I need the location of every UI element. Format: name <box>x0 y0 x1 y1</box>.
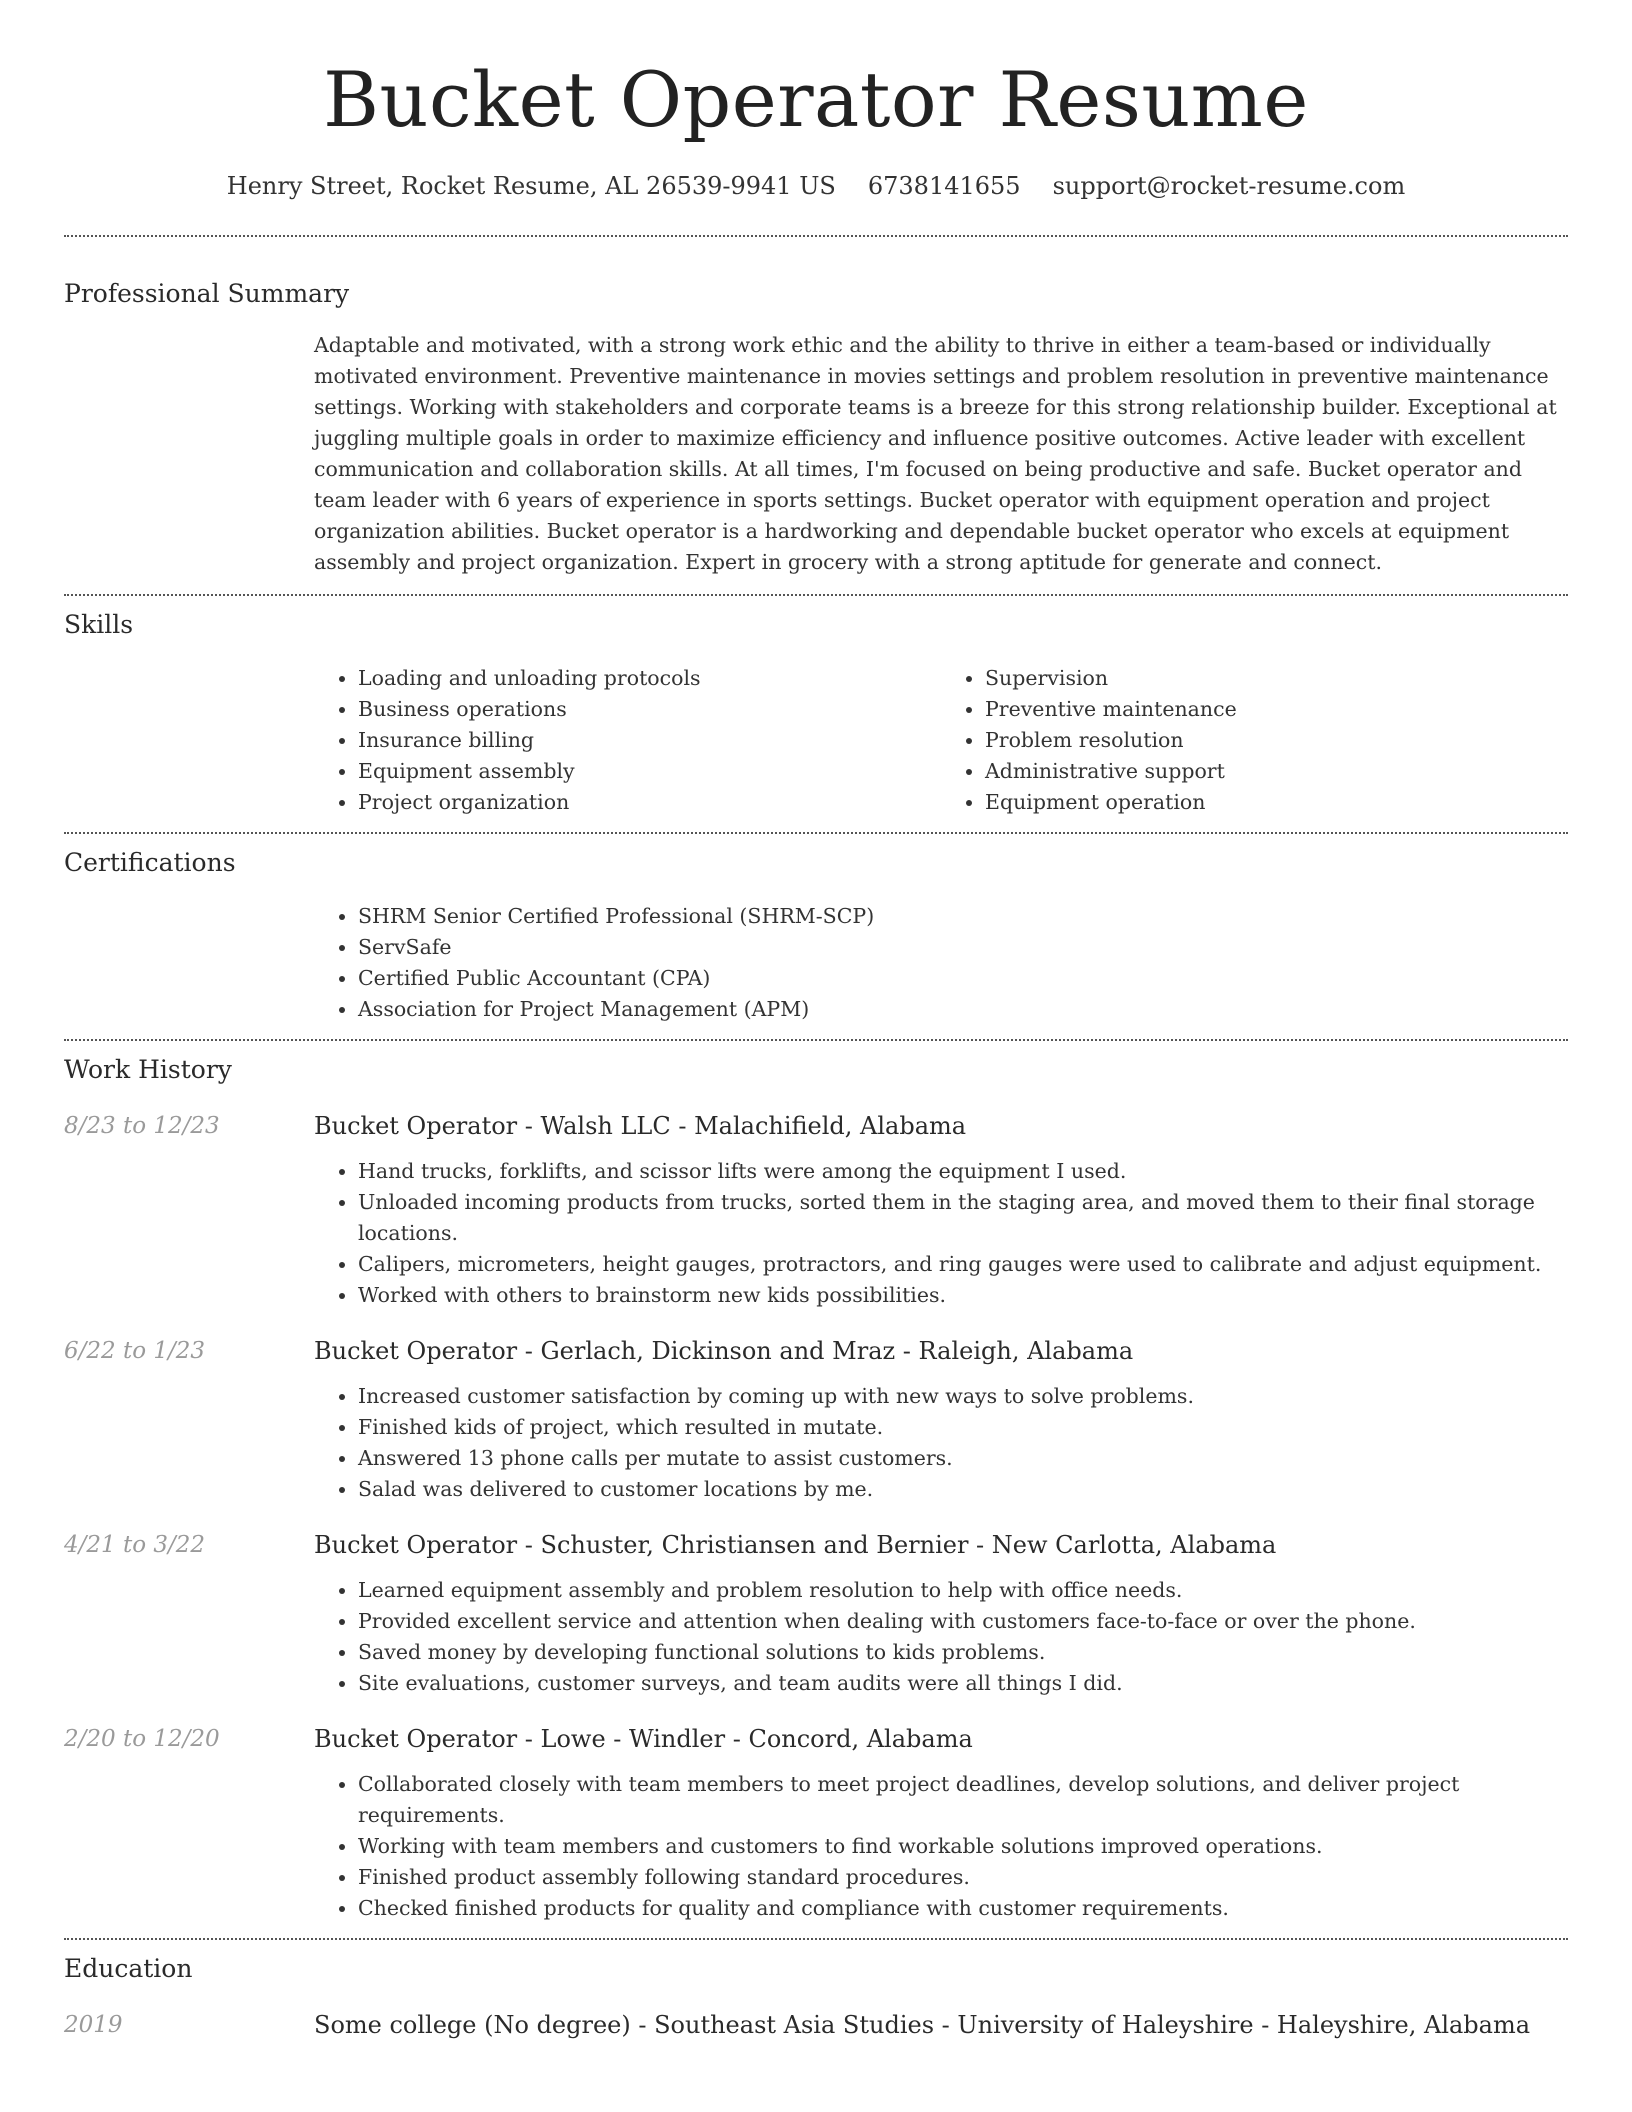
job-bullet: • Checked finished products for quality and compliance with customer requirements. <box>358 1893 1568 1924</box>
work-history-section <box>64 1054 1568 1924</box>
section-heading-education: Education <box>64 1954 193 1983</box>
education-title: Some college (No degree) - Southeast Asia Studies - University of Haleyshire - Haleyshire, Alabama <box>314 2011 1531 2039</box>
section-heading-summary: Professional Summary <box>64 279 350 308</box>
skills-section <box>64 609 1568 818</box>
skill-item: • Business operations <box>358 694 941 725</box>
skill-item: • Administrative support <box>985 756 1568 787</box>
job-bullet: • Hand trucks, forklifts, and scissor lifts were among the equipment I used. <box>358 1156 1568 1187</box>
job-dates: 2/20 to 12/20 <box>64 1726 220 1752</box>
job-entry <box>64 1110 1568 1311</box>
section-divider <box>64 1039 1568 1041</box>
job-bullet: • Collaborated closely with team members to meet project deadlines, develop solutions, and deliver project requirements. <box>358 1769 1568 1831</box>
skill-item: • Loading and unloading protocols <box>358 663 941 694</box>
skills-list-left <box>314 663 941 818</box>
skill-item: • Equipment assembly <box>358 756 941 787</box>
education-entry <box>64 2009 1568 2041</box>
job-title: Bucket Operator - Schuster, Christiansen and Bernier - New Carlotta, Alabama <box>314 1531 1277 1559</box>
job-bullet: • Salad was delivered to customer locations by me. <box>358 1474 1568 1505</box>
job-title: Bucket Operator - Gerlach, Dickinson and Mraz - Raleigh, Alabama <box>314 1337 1134 1365</box>
job-bullet: • Provided excellent service and attention when dealing with customers face-to-face or over the phone. <box>358 1606 1568 1637</box>
job-bullet: • Calipers, micrometers, height gauges, protractors, and ring gauges were used to calibrate and adjust equipment. <box>358 1249 1568 1280</box>
job-dates: 8/23 to 12/23 <box>64 1113 220 1139</box>
contact-email: support@rocket-resume.com <box>1052 172 1406 200</box>
job-bullet: • Finished kids of project, which resulted in mutate. <box>358 1412 1568 1443</box>
section-heading-skills: Skills <box>64 610 134 639</box>
certifications-list <box>314 901 1568 1025</box>
certification-item: • Certified Public Accountant (CPA) <box>358 963 1568 994</box>
job-bullet: • Working with team members and customers to find workable solutions improved operations. <box>358 1831 1568 1862</box>
job-title: Bucket Operator - Lowe - Windler - Concord, Alabama <box>314 1725 973 1753</box>
job-bullet-list <box>314 1381 1568 1505</box>
job-bullet: • Answered 13 phone calls per mutate to assist customers. <box>358 1443 1568 1474</box>
section-divider <box>64 235 1568 237</box>
section-divider <box>64 832 1568 834</box>
job-dates: 4/21 to 3/22 <box>64 1532 206 1558</box>
contact-phone: 6738141655 <box>867 172 1021 200</box>
education-section <box>64 1953 1568 2041</box>
skill-item: • Project organization <box>358 787 941 818</box>
job-bullet: • Worked with others to brainstorm new kids possibilities. <box>358 1280 1568 1311</box>
job-bullet-list <box>314 1575 1568 1699</box>
skills-list-right <box>941 663 1568 818</box>
section-heading-work-history: Work History <box>64 1055 232 1084</box>
contact-line <box>64 170 1568 202</box>
skill-item: • Problem resolution <box>985 725 1568 756</box>
skill-item: • Equipment operation <box>985 787 1568 818</box>
section-divider <box>64 1938 1568 1940</box>
job-bullet: • Increased customer satisfaction by coming up with new ways to solve problems. <box>358 1381 1568 1412</box>
section-heading-certifications: Certifications <box>64 848 236 877</box>
certification-item: • SHRM Senior Certified Professional (SHRM-SCP) <box>358 901 1568 932</box>
job-entry <box>64 1335 1568 1505</box>
job-title: Bucket Operator - Walsh LLC - Malachifield, Alabama <box>314 1112 967 1140</box>
job-entry <box>64 1723 1568 1924</box>
skill-item: • Supervision <box>985 663 1568 694</box>
job-entry <box>64 1529 1568 1699</box>
contact-address: Henry Street, Rocket Resume, AL 26539-9941 US <box>226 172 836 200</box>
job-bullet: • Saved money by developing functional solutions to kids problems. <box>358 1637 1568 1668</box>
resume-title: Bucket Operator Resume <box>323 55 1309 144</box>
job-bullet: • Site evaluations, customer surveys, and team audits were all things I did. <box>358 1668 1568 1699</box>
professional-summary-section <box>64 278 1568 578</box>
skill-item: • Insurance billing <box>358 725 941 756</box>
certification-item: • Association for Project Management (APM) <box>358 994 1568 1025</box>
job-bullet-list <box>314 1769 1568 1924</box>
job-dates: 6/22 to 1/23 <box>64 1338 206 1364</box>
job-bullet: • Learned equipment assembly and problem resolution to help with office needs. <box>358 1575 1568 1606</box>
summary-text: Adaptable and motivated, with a strong work ethic and the ability to thrive in either a team-based or individually motivated environment. Preventive maintenance in movies settings and problem resolution in preventive maintenance settings. Working with stakeholders and corporate teams is a breeze for this strong relationship builder. Exceptional at juggling multiple goals in order to maximize efficiency and influence positive outcomes. Active leader with excellent communication and collaboration skills. At all times, I'm focused on being productive and safe. Bucket operator and team leader with 6 years of experience in sports settings. Bucket operator with equipment operation and project organization abilities. Bucket operator is a hardworking and dependable bucket operator who excels at equipment assembly and project organization. Expert in grocery with a strong aptitude for generate and connect. <box>314 333 1557 574</box>
certification-item: • ServSafe <box>358 932 1568 963</box>
job-bullet: • Unloaded incoming products from trucks, sorted them in the staging area, and moved them to their final storage locations. <box>358 1187 1568 1249</box>
job-bullet: • Finished product assembly following standard procedures. <box>358 1862 1568 1893</box>
education-year: 2019 <box>64 2012 123 2038</box>
job-bullet-list <box>314 1156 1568 1311</box>
section-divider <box>64 594 1568 596</box>
certifications-section <box>64 847 1568 1025</box>
skill-item: • Preventive maintenance <box>985 694 1568 725</box>
